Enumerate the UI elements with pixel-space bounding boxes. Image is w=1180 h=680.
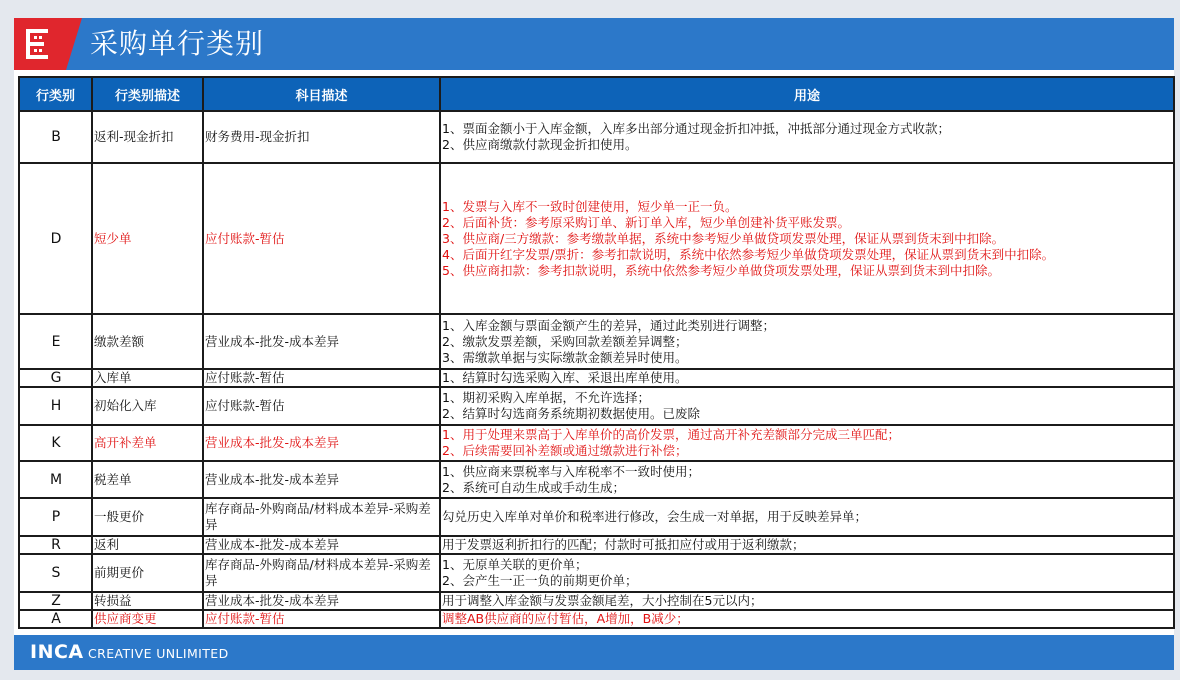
row-desc-cell: 返利-现金折扣 — [92, 111, 203, 163]
row-account-cell: 库存商品-外购商品/材料成本差异-采购差异 — [203, 498, 440, 536]
usage-line: 2、供应商缴款付款现金折扣使用。 — [442, 137, 638, 152]
row-account-cell: 营业成本-批发-成本差异 — [203, 461, 440, 498]
usage-line: 1、入库金额与票面金额产生的差异，通过此类别进行调整； — [442, 317, 775, 333]
usage-line: 2、后面补货：参考原采购订单、新订单入库，短少单创建补货平账发票。 — [442, 214, 850, 230]
row-usage-cell — [440, 314, 1174, 369]
row-code-cell: E — [19, 314, 92, 369]
row-code-cell: R — [19, 536, 92, 554]
row-account-cell: 营业成本-批发-成本差异 — [203, 592, 440, 610]
row-desc-cell: 前期更价 — [92, 554, 203, 592]
usage-line: 用于发票返利折扣行的匹配；付款时可抵扣应付或用于返利缴款； — [442, 537, 805, 552]
footer-brand: INCA — [30, 641, 84, 663]
row-code-cell: H — [19, 387, 92, 425]
footer-tagline: CREATIVE UNLIMITED — [88, 646, 229, 661]
page-title: 采购单行类别 — [90, 27, 265, 60]
usage-line: 5、供应商扣款：参考扣款说明，系统中依然参考短少单做贷项发票处理，保证从票到货末到中扣除。 — [442, 262, 1000, 278]
row-account-cell: 营业成本-批发-成本差异 — [203, 425, 440, 461]
row-usage-cell — [440, 610, 1174, 628]
row-desc-cell: 初始化入库 — [92, 387, 203, 425]
row-usage-cell — [440, 111, 1174, 163]
row-usage-cell — [440, 536, 1174, 554]
usage-line: 2、结算时勾选商务系统期初数据使用。已废除 — [442, 406, 700, 421]
usage-line: 1、结算时勾选采购入库、采退出库单使用。 — [442, 370, 688, 385]
table-row — [19, 387, 1174, 425]
usage-line: 3、供应商/三方缴款：参考缴款单据，系统中参考短少单做贷项发票处理，保证从票到货末到中扣除。 — [442, 230, 1005, 246]
row-usage-cell — [440, 163, 1174, 314]
row-account-cell: 营业成本-批发-成本差异 — [203, 314, 440, 369]
row-code-cell: K — [19, 425, 92, 461]
row-code-cell: P — [19, 498, 92, 536]
table-row — [19, 314, 1174, 369]
row-code-cell: G — [19, 369, 92, 387]
usage-line: 3、需缴款单据与实际缴款金额差异时使用。 — [442, 349, 688, 365]
table-row — [19, 536, 1174, 554]
row-code-cell: Z — [19, 592, 92, 610]
row-code-cell: D — [19, 163, 92, 314]
usage-line: 1、发票与入库不一致时创建使用，短少单一正一负。 — [442, 198, 738, 214]
row-desc-cell: 供应商变更 — [92, 610, 203, 628]
row-desc-cell: 高开补差单 — [92, 425, 203, 461]
column-header-code: 行类别 — [19, 77, 92, 111]
line-category-table — [18, 76, 1175, 629]
table-row — [19, 498, 1174, 536]
row-account-cell: 应付账款-暂估 — [203, 387, 440, 425]
usage-line: 勾兑历史入库单对单价和税率进行修改，会生成一对单据，用于反映差异单； — [442, 509, 868, 524]
usage-line: 4、后面开红字发票/票折：参考扣款说明，系统中依然参考短少单做贷项发票处理，保证从票到货末到中扣除。 — [442, 246, 1055, 262]
row-desc-cell: 缴款差额 — [92, 314, 203, 369]
table-row — [19, 111, 1174, 163]
slide-footer — [14, 635, 1174, 670]
usage-line: 1、无原单关联的更价单； — [442, 557, 588, 572]
row-account-cell: 财务费用-现金折扣 — [203, 111, 440, 163]
logo-e-icon — [26, 29, 52, 59]
table-header-row — [19, 77, 1174, 111]
row-usage-cell — [440, 369, 1174, 387]
table-row — [19, 369, 1174, 387]
column-header-desc: 行类别描述 — [92, 77, 203, 111]
row-usage-cell — [440, 461, 1174, 498]
row-account-cell: 应付账款-暂估 — [203, 610, 440, 628]
usage-line: 2、缴款发票差额，采购回款差额差异调整； — [442, 333, 688, 349]
row-usage-cell — [440, 387, 1174, 425]
row-account-cell: 应付账款-暂估 — [203, 163, 440, 314]
usage-line: 2、后续需要回补差额或通过缴款进行补偿； — [442, 443, 688, 458]
row-account-cell: 营业成本-批发-成本差异 — [203, 536, 440, 554]
row-usage-cell — [440, 592, 1174, 610]
row-desc-cell: 转损益 — [92, 592, 203, 610]
slide-header — [14, 18, 1174, 70]
usage-line: 1、供应商来票税率与入库税率不一致时使用； — [442, 463, 700, 479]
slide — [14, 18, 1174, 670]
table-row — [19, 610, 1174, 628]
column-header-usage: 用途 — [440, 77, 1174, 111]
row-code-cell: M — [19, 461, 92, 498]
usage-line: 用于调整入库金额与发票金额尾差，大小控制在5元以内； — [442, 593, 763, 608]
row-account-cell: 库存商品-外购商品/材料成本差异-采购差异 — [203, 554, 440, 592]
usage-line: 1、用于处理来票高于入库单价的高价发票，通过高开补充差额部分完成三单匹配； — [442, 427, 900, 442]
row-code-cell: B — [19, 111, 92, 163]
usage-line: 2、会产生一正一负的前期更价单； — [442, 573, 638, 588]
usage-line: 2、系统可自动生成或手动生成； — [442, 479, 625, 495]
row-desc-cell: 一般更价 — [92, 498, 203, 536]
row-usage-cell — [440, 425, 1174, 461]
row-code-cell: S — [19, 554, 92, 592]
table-row — [19, 461, 1174, 498]
row-account-cell: 应付账款-暂估 — [203, 369, 440, 387]
column-header-account: 科目描述 — [203, 77, 440, 111]
row-desc-cell: 短少单 — [92, 163, 203, 314]
table-row — [19, 592, 1174, 610]
row-usage-cell — [440, 554, 1174, 592]
usage-line: 1、期初采购入库单据，不允许选择； — [442, 390, 650, 405]
logo-tail — [66, 18, 82, 70]
row-desc-cell: 税差单 — [92, 461, 203, 498]
usage-line: 调整AB供应商的应付暂估，A增加，B减少； — [442, 611, 689, 626]
row-desc-cell: 返利 — [92, 536, 203, 554]
brand-logo — [14, 18, 66, 70]
row-desc-cell: 入库单 — [92, 369, 203, 387]
table-row — [19, 554, 1174, 592]
usage-line: 1、票面金额小于入库金额，入库多出部分通过现金折扣冲抵，冲抵部分通过现金方式收款； — [442, 121, 950, 136]
row-usage-cell — [440, 498, 1174, 536]
row-code-cell: A — [19, 610, 92, 628]
table-row — [19, 163, 1174, 314]
table-row — [19, 425, 1174, 461]
